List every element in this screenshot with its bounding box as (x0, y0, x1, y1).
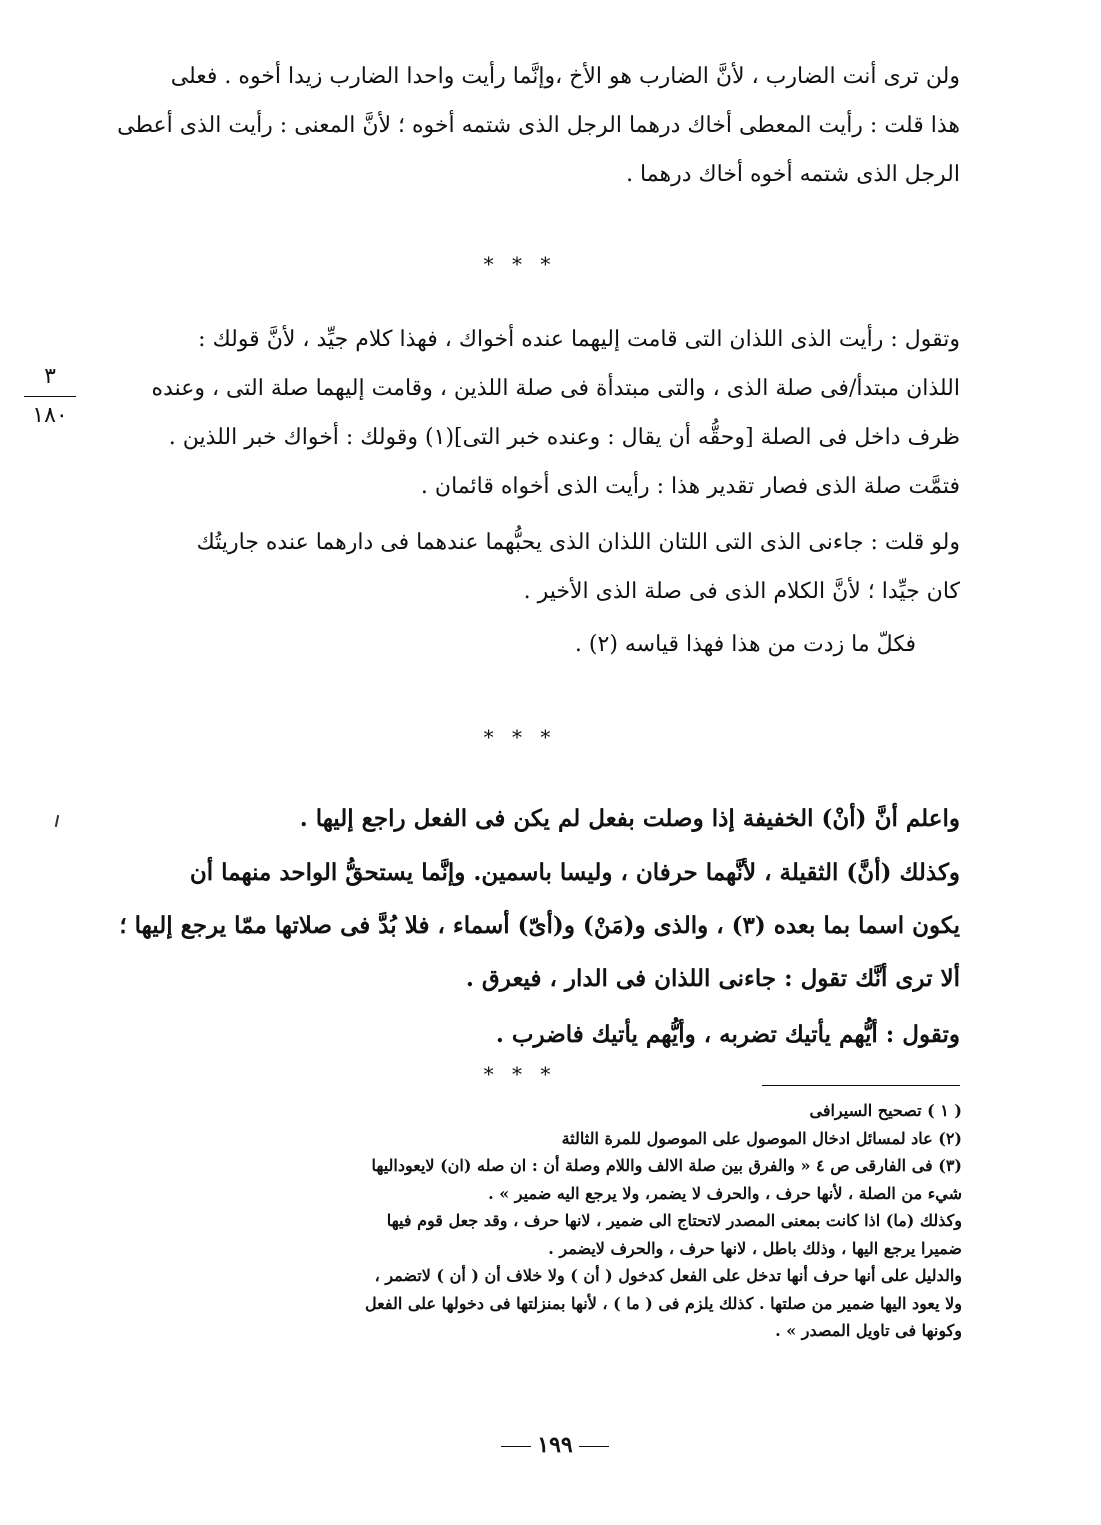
margin-volume: ٣ (44, 364, 56, 389)
margin-mark (55, 815, 59, 827)
paragraph-4 (100, 620, 960, 669)
section-separator: * * * (483, 725, 557, 749)
text-line: وتقول : أيُّهم يأتيك تضربه ، وأيُّهم يأتيك فاضرب . (495, 1021, 960, 1048)
paragraph-7 (100, 1008, 960, 1061)
footnotes (100, 1097, 962, 1345)
paragraph-2 (100, 315, 960, 511)
text-line: الرجل الذى شتمه أخوه أخاك درهما . (626, 162, 960, 187)
page-number (480, 1432, 630, 1458)
footnote-line: (٢) عاد لمسائل ادخال الموصول على الموصول للمرة الثالثة (561, 1128, 962, 1148)
section-separator: * * * (483, 1062, 557, 1086)
section-separator: * * * (483, 252, 557, 276)
paragraph-6 (100, 846, 960, 1005)
footnote-line: والدليل على أنها حرف أنها تدخل على الفعل كدخول ( أن ) ولا خلاف أن ( أن ) لاتضمر ، (374, 1266, 962, 1285)
margin-rule (24, 396, 76, 397)
page-number-dash (579, 1446, 609, 1447)
text-line: كان جيِّدا ؛ لأنَّ الكلام الذى فى صلة الذى الأخير . (523, 579, 960, 604)
text-line: فتمَّت صلة الذى فصار تقدير هذا : رأيت الذى أخواه قائمان . (420, 474, 960, 499)
paragraph-3 (100, 518, 960, 616)
text-line: ولو قلت : جاءنى الذى التى اللتان اللذان الذى يحبُّهما عندهما فى دارهما عنده جاريتُك (196, 530, 960, 555)
footnote-line: ضميرا يرجع اليها ، وذلك باطل ، لانها حرف ، والحرف لايضمر . (548, 1238, 962, 1258)
footnote-line: ولا يعود اليها ضمير من صلتها . كذلك يلزم فى ( ما ) ، لأنها بمنزلتها فى دخولها على الفعل (365, 1293, 962, 1313)
text-line: ألا ترى أنَّك تقول : جاءنى اللذان فى الدار ، فيعرق . (465, 965, 960, 992)
text-line: فكلّ ما زدت من هذا فهذا قياسه (٢) . (574, 632, 916, 657)
text-line: وتقول : رأيت الذى اللذان التى قامت إليهما عنده أخواك ، فهذا كلام جيِّد ، لأنَّ قولك : (198, 327, 960, 352)
text-line: هذا قلت : رأيت المعطى أخاك درهما الرجل الذى شتمه أخوه ؛ لأنَّ المعنى : رأيت الذى أعطى (117, 113, 960, 138)
text-line: وكذلك (أنَّ) الثقيلة ، لأنَّهما حرفان ، وليسا باسمين. وإنَّما يستحقُّ الواحد منهما أن (189, 859, 960, 886)
page-number-dash (501, 1446, 531, 1447)
text-line: اللذان مبتدأ/فى صلة الذى ، والتى مبتدأة فى صلة اللذين ، وقامت إليهما صلة التى ، وعنده (151, 376, 960, 401)
footnote-line: شيء من الصلة ، لأنها حرف ، والحرف لا يضمر، ولا يرجع اليه ضمير » . (488, 1183, 962, 1203)
paragraph-1 (100, 52, 960, 199)
margin-page-reference (22, 362, 78, 431)
text-line: يكون اسما بما بعده (٣) ، والذى و(مَنْ) و(أىّ) أسماء ، فلا بُدَّ فى صلاتها ممّا يرجع إليها ؛ (119, 912, 960, 939)
margin-page: ١٨٠ (32, 403, 68, 428)
footnote-line: وكذلك (ما) اذا كانت بمعنى المصدر لاتحتاج الى ضمير ، لانها حرف ، وقد جعل قوم فيها (386, 1211, 962, 1230)
footnote-line: ( ١ ) تصحيح السيرافى (809, 1101, 962, 1120)
text-line: واعلم أنَّ (أنْ) الخفيفة إذا وصلت بفعل لم يكن فى الفعل راجع إليها . (299, 805, 960, 832)
page-number-value: ١٩٩ (537, 1432, 573, 1458)
paragraph-5 (100, 792, 960, 845)
text-line: ظرف داخل فى الصلة [وحقُّه أن يقال : وعنده خبر التى](١) وقولك : أخواك خبر اللذين . (168, 425, 960, 450)
footnote-rule (762, 1085, 960, 1086)
footnote-line: (٣) فى الفارقى ص ٤ « والفرق بين صلة الالف واللام وصلة أن : ان صله (ان) لايعوداليها (371, 1156, 962, 1175)
footnote-line: وكونها فى تاويل المصدر » . (775, 1321, 962, 1340)
text-line: ولن ترى أنت الضارب ، لأنَّ الضارب هو الأخ ،وإنَّما رأيت واحدا الضارب زيدا أخوه . فعلى (170, 64, 960, 89)
